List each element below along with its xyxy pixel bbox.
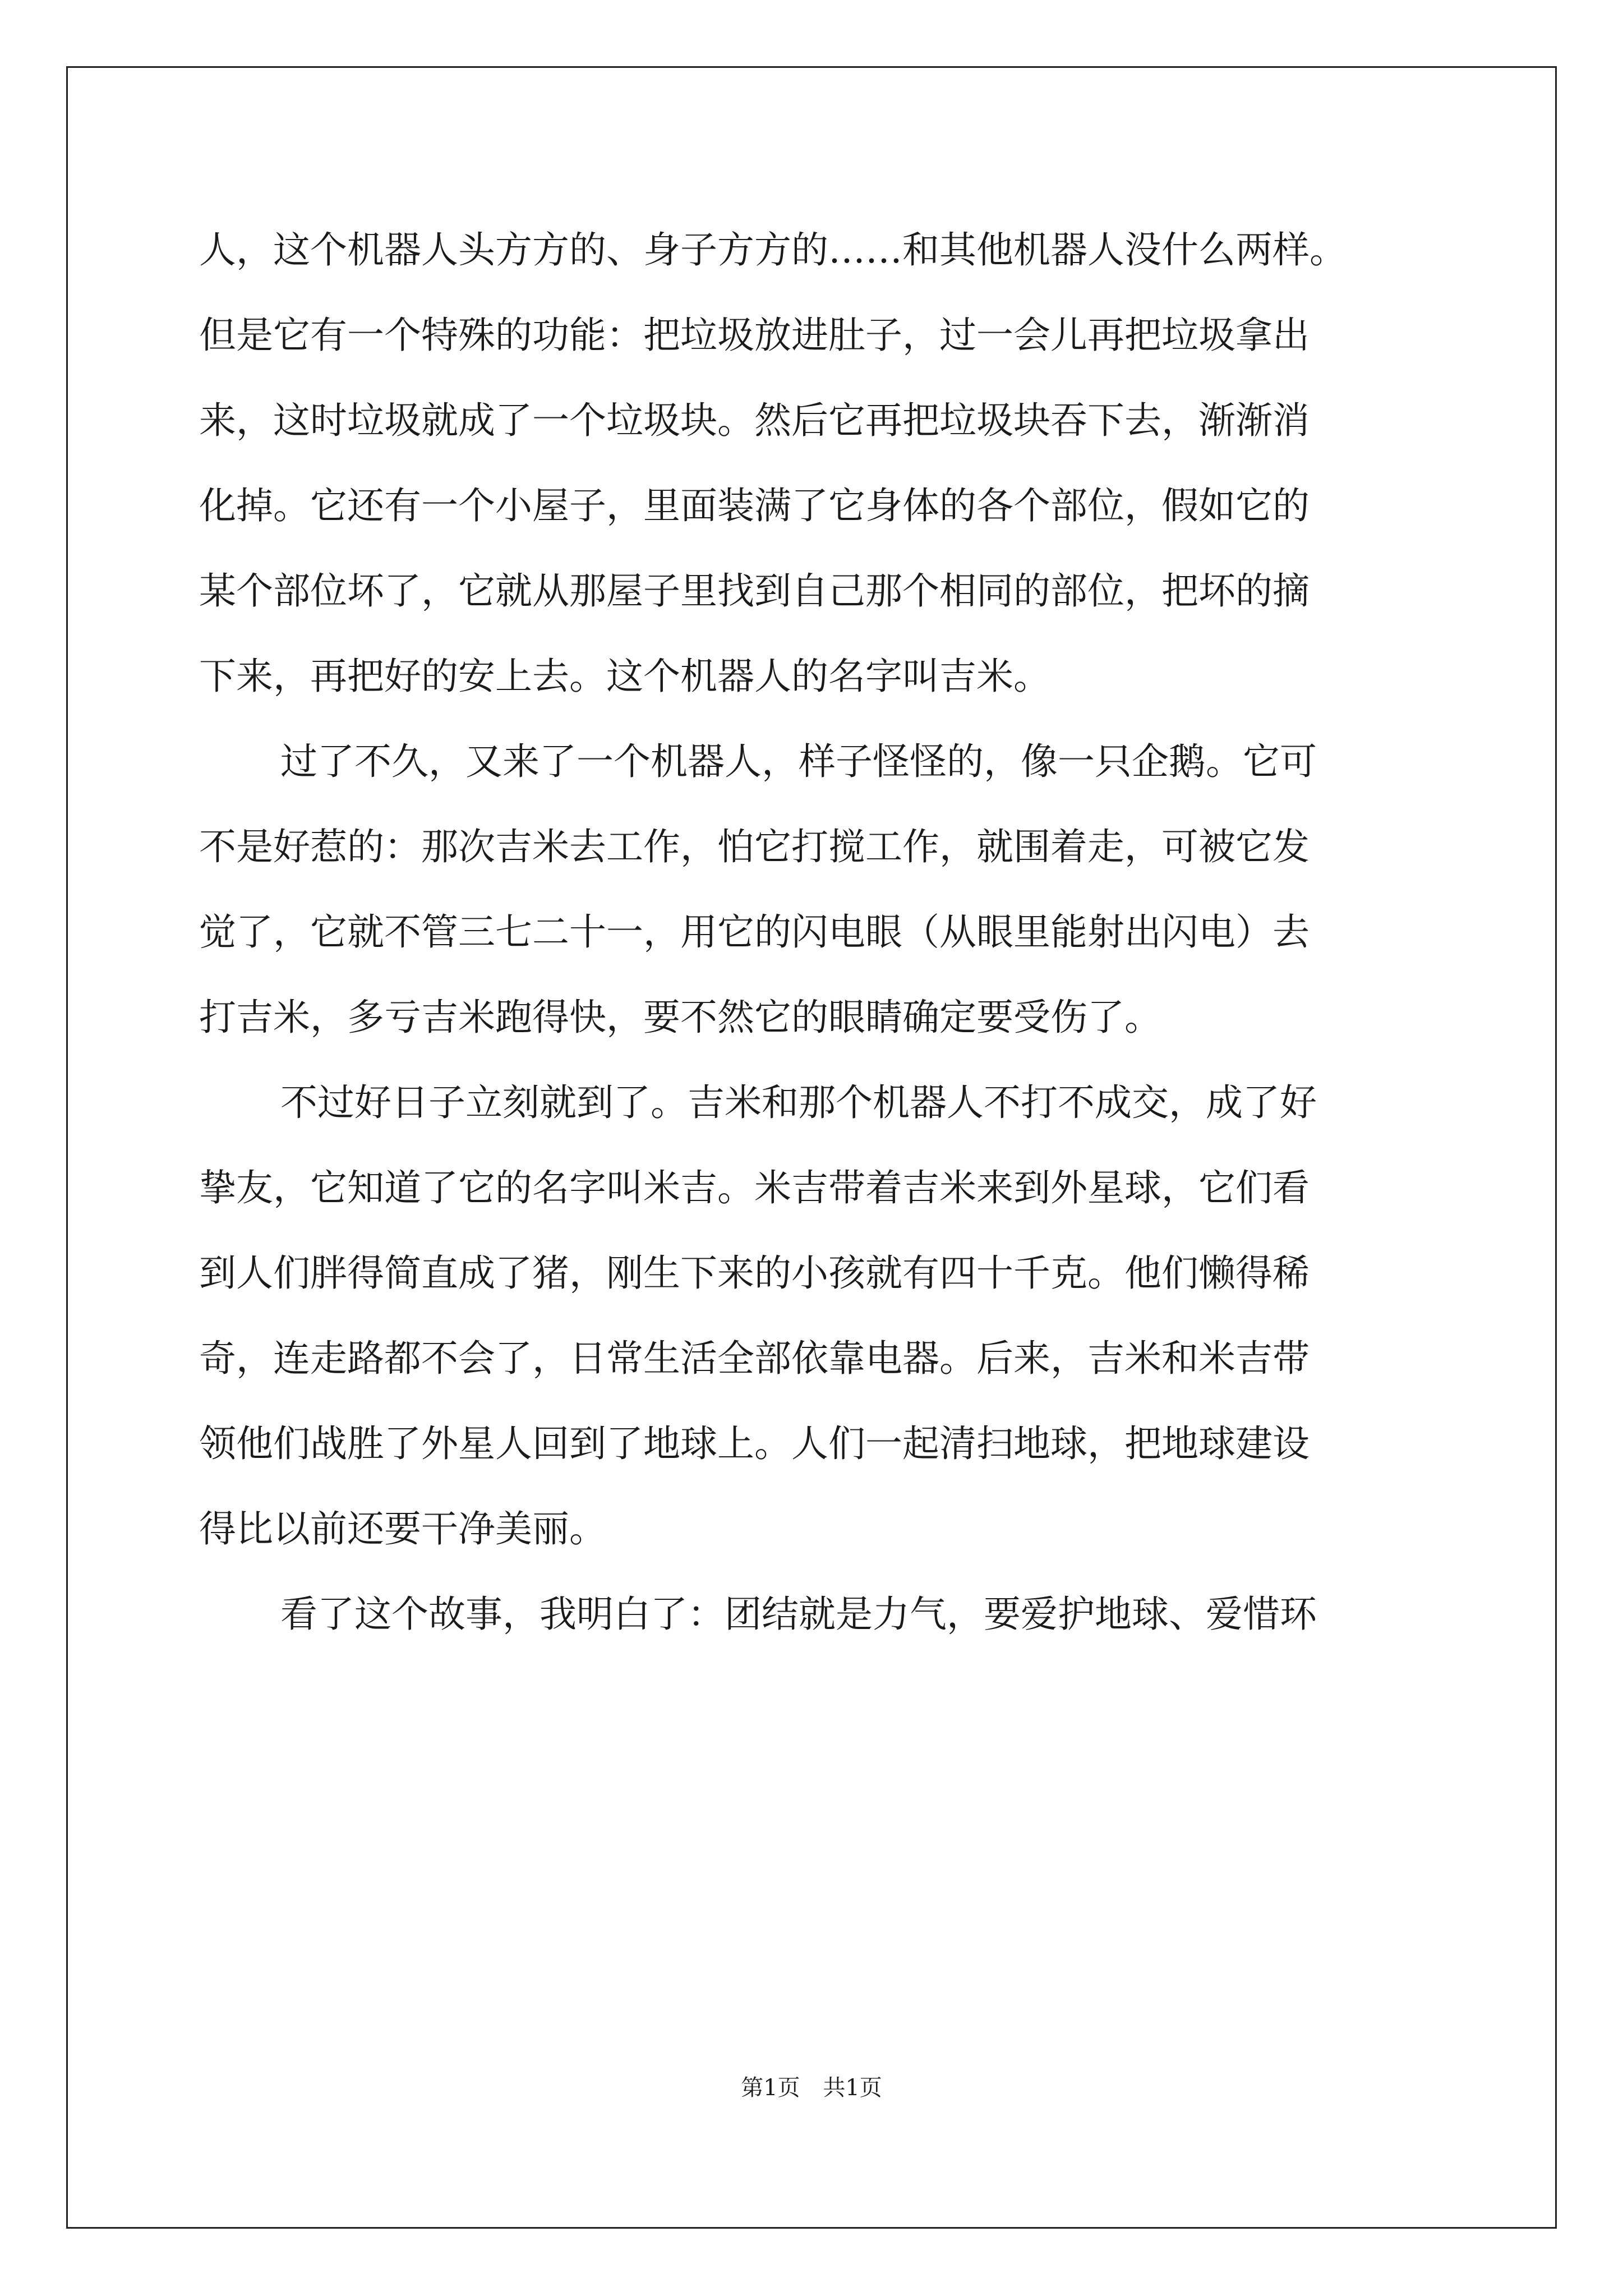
text-line: 来，这时垃圾就成了一个垃圾块。然后它再把垃圾块吞下去，渐渐消 [199,399,1310,442]
text-line: 某个部位坏了，它就从那屋子里找到自己那个相同的部位，把坏的摘 [199,569,1310,613]
text-line: 觉了，它就不管三七二十一，用它的闪电眼（从眼里能射出闪电）去 [199,910,1310,954]
page-footer [0,2070,1623,2102]
text-line: 化掉。它还有一个小屋子，里面装满了它身体的各个部位，假如它的 [199,484,1310,527]
text-line: 挚友，它知道了它的名字叫米吉。米吉带着吉米来到外星球，它们看 [199,1166,1310,1209]
text-line: 人，这个机器人头方方的、身子方方的……和其他机器人没什么两样。 [199,228,1347,272]
document-body [199,208,1455,1657]
text-line: 下来，再把好的安上去。这个机器人的名字叫吉米。 [199,655,1050,698]
paragraph-start-line: 过了不久，又来了一个机器人，样子怪怪的，像一只企鹅。它可 [280,740,1317,783]
text-line: 不是好惹的：那次吉米去工作，怕它打搅工作，就围着走，可被它发 [199,825,1310,868]
text-line: 打吉米，多亏吉米跑得快，要不然它的眼睛确定要受伤了。 [199,996,1161,1039]
text-line: 领他们战胜了外星人回到了地球上。人们一起清扫地球，把地球建设 [199,1422,1310,1465]
page-number: 第1页 [741,2075,800,2101]
text-line: 到人们胖得简直成了猪，刚生下来的小孩就有四十千克。他们懒得稀 [199,1251,1310,1295]
text-line: 得比以前还要干净美丽。 [199,1507,606,1550]
text-line: 但是它有一个特殊的功能：把垃圾放进肚子，过一会儿再把垃圾拿出 [199,314,1310,357]
text-line: 奇，连走路都不会了，日常生活全部依靠电器。后来，吉米和米吉带 [199,1337,1310,1380]
paragraph-start-line: 看了这个故事，我明白了：团结就是力气，要爱护地球、爱惜环 [280,1593,1317,1636]
page-total: 共1页 [823,2075,882,2101]
paragraph-start-line: 不过好日子立刻就到了。吉米和那个机器人不打不成交，成了好 [280,1081,1317,1124]
